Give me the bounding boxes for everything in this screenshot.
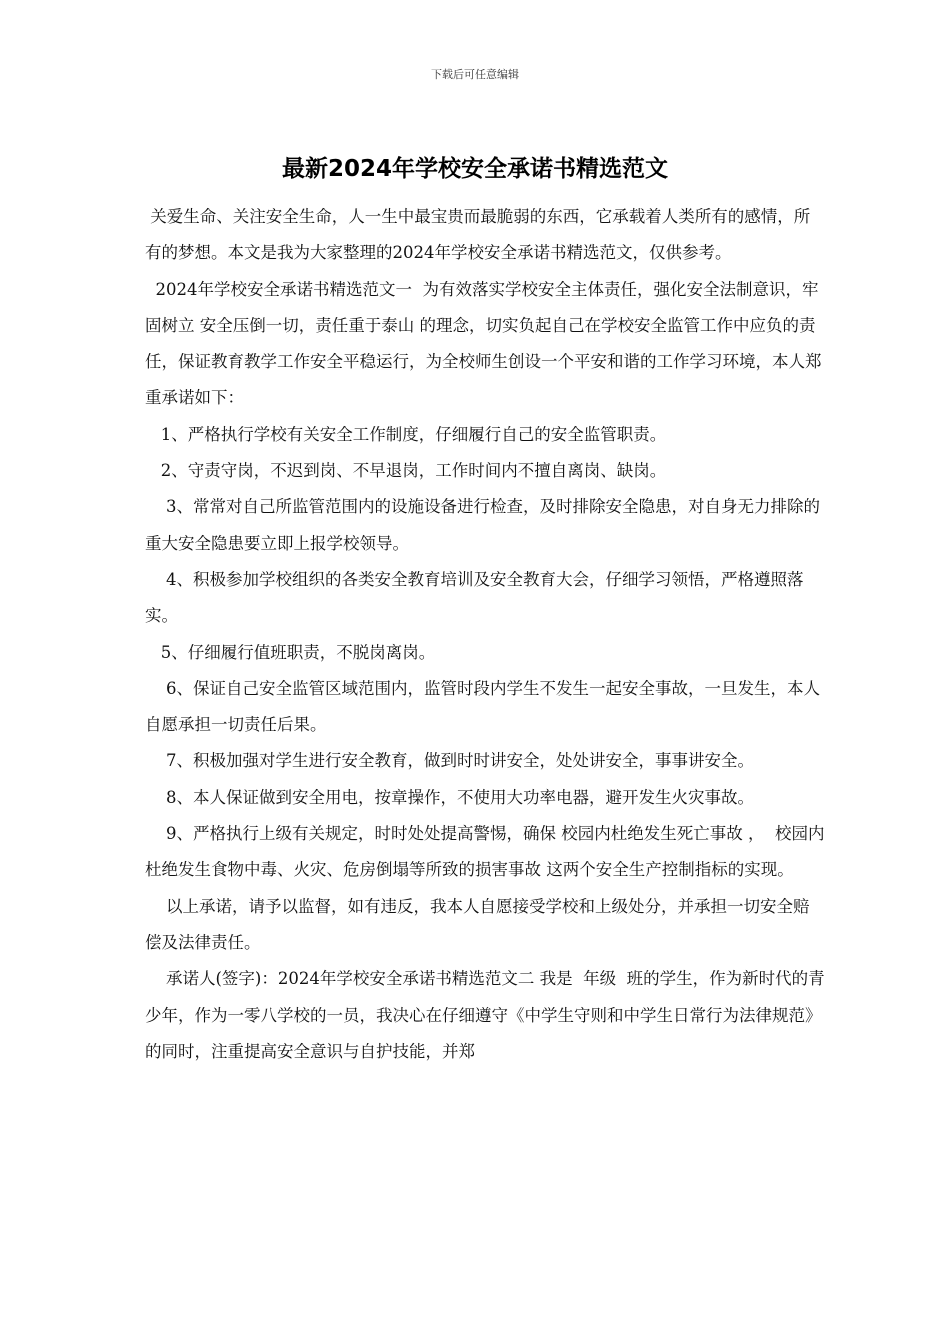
header-note: 下载后可任意编辑 bbox=[431, 68, 519, 81]
paragraph-item-1: 1、严格执行学校有关安全工作制度，仔细履行自己的安全监管职责。 bbox=[145, 424, 667, 444]
paragraph-item-4: 4、积极参加学校组织的各类安全教育培训及安全教育大会，仔细学习领悟，严格遵照落实。 bbox=[145, 569, 804, 626]
paragraph-item-9: 9、严格执行上级有关规定，时时处处提高警惕，确保 校园内杜绝发生死亡事故 ， 校园内杜绝发生食物中毒、火灾、危房倒塌等所致的损害事故 这两个安全生产控制指标的实现。 bbox=[145, 824, 825, 880]
paragraph-item-2: 2、守责守岗，不迟到岗、不早退岗，工作时间内不擅自离岗、缺岗。 bbox=[145, 461, 667, 481]
paragraph-item-6: 6、保证自己安全监管区域范围内，监管时段内学生不发生一起安全事故，一旦发生，本人自愿承担一切责任后果。 bbox=[145, 678, 820, 735]
paragraph-signature-sample-two: 承诺人(签字)：2024年学校安全承诺书精选范文二 我是 年级 班的学生，作为新时代的青少年，作为一零八学校的一员，我决心在仔细遵守《中学生守则和中学生日常行为法律规范》的同时，注重提高安全意识与自护技能，并郑 bbox=[145, 969, 825, 1061]
paragraph-closing: 以上承诺，请予以监督，如有违反，我本人自愿接受学校和上级处分，并承担一切安全赔偿及法律责任。 bbox=[145, 896, 810, 952]
document-body bbox=[145, 199, 825, 1070]
paragraph-sample-one-intro: 2024年学校安全承诺书精选范文一 为有效落实学校安全主体责任，强化安全法制意识，牢固树立 安全压倒一切，责任重于泰山 的理念，切实负起自己在学校安全监管工作中应负的责任，保证教育教学工作安全平稳运行，为全校师生创设一个平安和谐的工作学习环境，本人郑重承诺如下： bbox=[145, 279, 822, 408]
paragraph-item-5: 5、仔细履行值班职责，不脱岗离岗。 bbox=[145, 642, 436, 662]
paragraph-item-7: 7、积极加强对学生进行安全教育，做到时时讲安全，处处讲安全，事事讲安全。 bbox=[145, 751, 754, 771]
paragraph-item-8: 8、本人保证做到安全用电，按章操作，不使用大功率电器，避开发生火灾事故。 bbox=[145, 787, 754, 807]
paragraph-item-3: 3、常常对自己所监管范围内的设施设备进行检查，及时排除安全隐患，对自身无力排除的重大安全隐患要立即上报学校领导。 bbox=[145, 497, 820, 553]
paragraph-intro: 关爱生命、关注安全生命，人一生中最宝贵而最脆弱的东西，它承载着人类所有的感情，所有的梦想。本文是我为大家整理的2024年学校安全承诺书精选范文，仅供参考。 bbox=[145, 207, 811, 263]
document-title: 最新2024年学校安全承诺书精选范文 bbox=[281, 156, 668, 182]
